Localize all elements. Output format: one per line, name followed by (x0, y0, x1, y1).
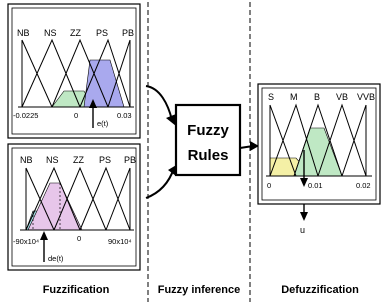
fuzzy-rules-line1: Fuzzy (187, 122, 229, 139)
fuzzy-rules-line2: Rules (187, 147, 229, 164)
caption-defuzzification: Defuzzification (281, 284, 359, 296)
label-zz: ZZ (70, 28, 81, 38)
label-vb: VB (336, 92, 349, 102)
fuzzy-rules-box (176, 105, 240, 175)
label-m: M (290, 92, 298, 102)
x-min-label: -90x10⁴ (13, 237, 40, 246)
label-s: S (268, 92, 275, 102)
label-nb: NB (17, 28, 30, 38)
x-min-label: -0.0225 (13, 111, 39, 120)
x-mid-label: 0.01 (308, 181, 323, 190)
label-vvb: VVB (357, 92, 376, 102)
caption-fuzzy-inference: Fuzzy inference (157, 284, 241, 296)
label-ns: NS (44, 28, 57, 38)
x-max-label: 0.02 (356, 181, 371, 190)
arrow-bottom-to-rules (146, 168, 174, 198)
label-zz: ZZ (73, 155, 84, 165)
label-nb: NB (20, 155, 33, 165)
fuzzification-error-plot (8, 4, 140, 138)
input-label-e: e(t) (97, 119, 109, 128)
output-label-u: u (300, 225, 306, 235)
label-ns: NS (46, 155, 59, 165)
x-zero-label: 0 (74, 111, 79, 120)
defuzzification-plot (258, 84, 380, 235)
label-ps: PS (99, 155, 112, 165)
x-zero-label: 0 (267, 181, 272, 190)
input-label-de: de(t) (48, 254, 64, 263)
x-max-label: 90x10⁴ (108, 237, 132, 246)
label-ps: PS (96, 28, 109, 38)
label-pb: PB (124, 155, 137, 165)
arrow-head-down-icon (300, 212, 308, 221)
fuzzification-delta-error-plot (8, 144, 140, 270)
fuzzy-rules-block (146, 86, 259, 198)
label-pb: PB (122, 28, 135, 38)
caption-fuzzification: Fuzzification (42, 284, 110, 296)
x-max-label: 0.03 (117, 111, 132, 120)
arrow-top-to-rules (146, 86, 172, 120)
label-b: B (314, 92, 321, 102)
x-zero-label: 0 (77, 234, 82, 243)
